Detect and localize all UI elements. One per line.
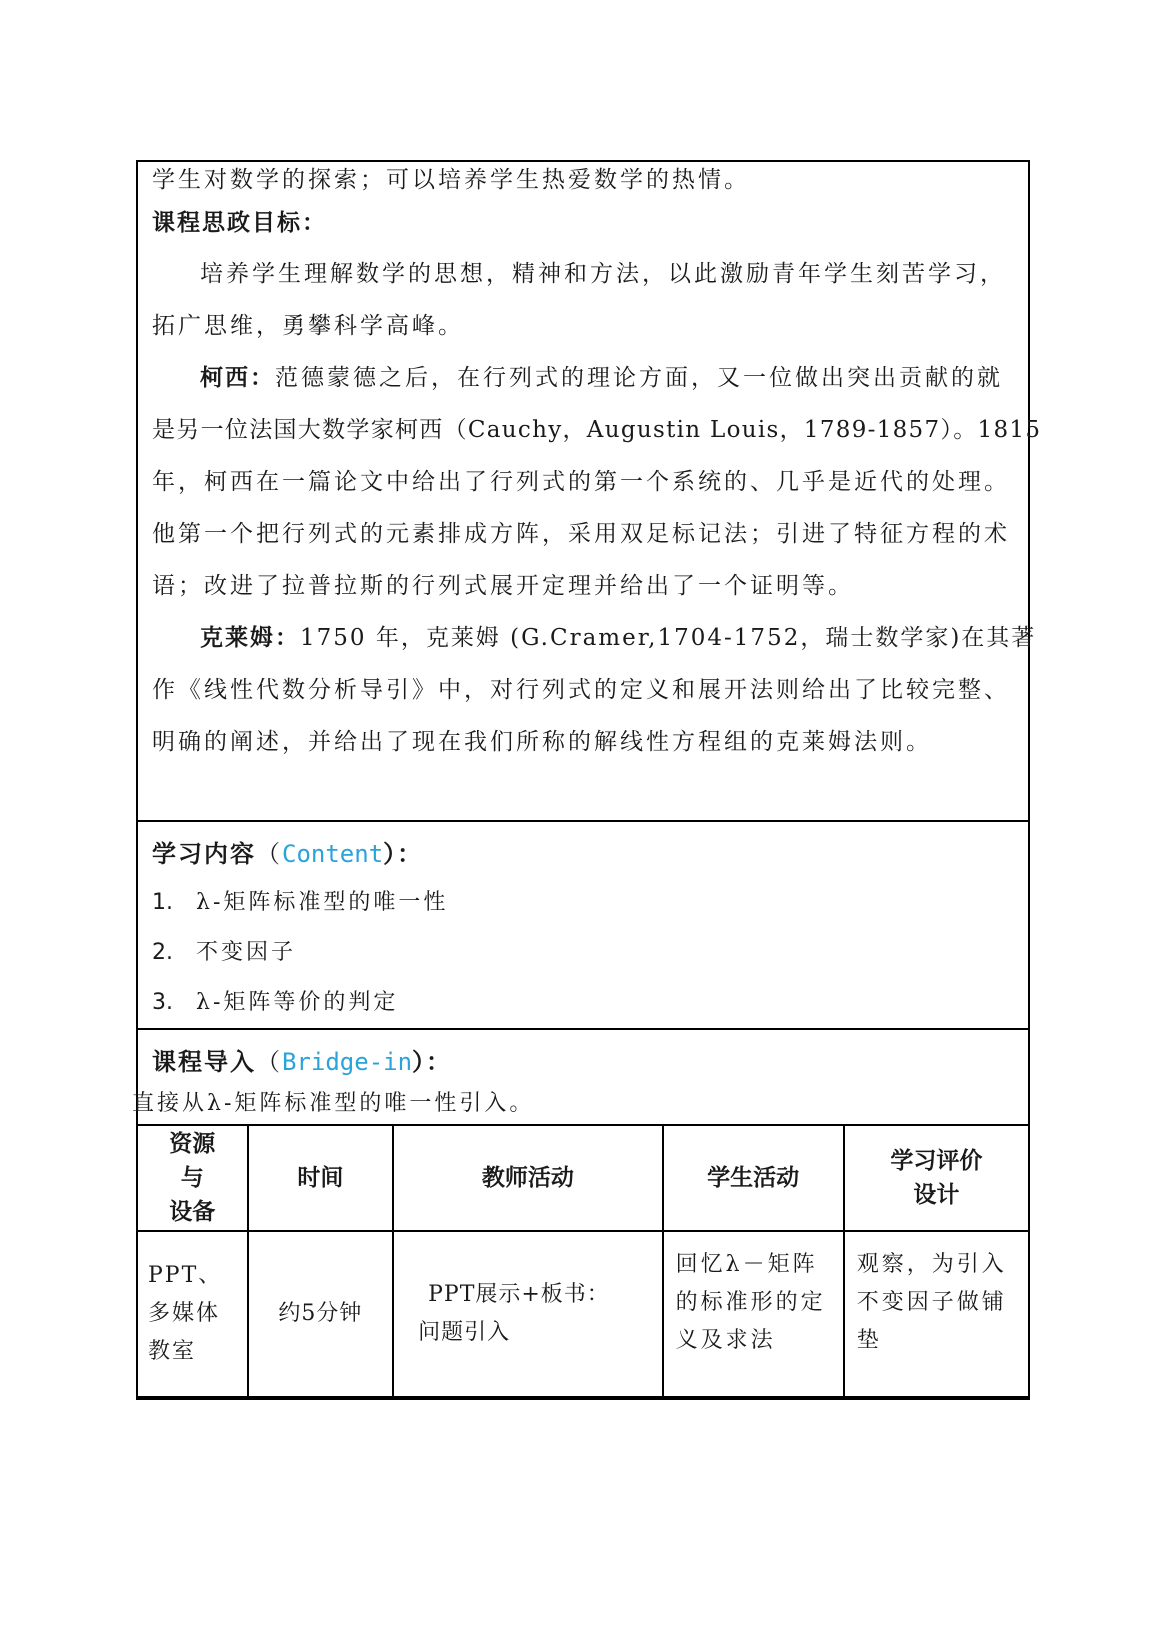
objective-line: 学生对数学的探索；可以培养学生热爱数学的热情。 <box>152 167 750 193</box>
content-heading: 学习内容（Content）： <box>152 840 424 868</box>
bridge-text: 直接从λ-矩阵标准型的唯一性引入。 <box>132 1091 535 1116</box>
content-item: 1. λ-矩阵标准型的唯一性 <box>152 890 449 915</box>
cramer-paragraph-line: 作《线性代数分析导引》中，对行列式的定义和展开法则给出了比较完整、 <box>152 677 1010 703</box>
cramer-paragraph-line <box>138 612 1037 664</box>
header-time: 时间 <box>248 1125 394 1231</box>
cauchy-paragraph-line: 是另一位法国大数学家柯西（Cauchy，Augustin Louis，1789-1857）。1815 <box>152 417 1042 443</box>
header-resource: 资源 与 设备 <box>137 1125 248 1231</box>
cauchy-label: 柯西： <box>200 365 275 391</box>
cauchy-paragraph-line: 语；改进了拉普拉斯的行列式展开定理并给出了一个证明等。 <box>152 573 854 599</box>
bridge-heading: 课程导入（Bridge-in）： <box>152 1048 453 1076</box>
header-student-activity: 学生活动 <box>663 1125 844 1231</box>
bridge-section <box>132 1028 1030 1400</box>
cell-evaluation: 观察，为引入 不变因子做铺 垫 <box>844 1231 1029 1397</box>
cramer-label: 克莱姆： <box>200 625 300 651</box>
content-title: 学习内容 <box>152 840 256 868</box>
content-item: 2. 不变因子 <box>152 940 297 965</box>
ideology-text-line: 拓广思维，勇攀科学高峰。 <box>152 313 464 339</box>
activity-table <box>136 1124 1030 1398</box>
objectives-section <box>136 160 1042 820</box>
ideology-text-line: 培养学生理解数学的思想，精神和方法，以此激励青年学生刻苦学习， <box>200 261 1006 287</box>
bridge-title-en: Bridge-in <box>282 1048 413 1076</box>
header-teacher-activity: 教师活动 <box>393 1125 663 1231</box>
bridge-title: 课程导入 <box>152 1048 256 1076</box>
header-evaluation: 学习评价 设计 <box>844 1125 1029 1231</box>
cauchy-text: 范德蒙德之后，在行列式的理论方面，又一位做出突出贡献的就 <box>275 365 1003 391</box>
cell-teacher-activity: PPT展示+板书： 问题引入 <box>393 1231 663 1397</box>
cell-student-activity: 回忆λ－矩阵 的标准形的定 义及求法 <box>663 1231 844 1397</box>
ideology-title: 课程思政目标： <box>152 210 327 236</box>
cramer-text: 1750 年，克莱姆 (G.Cramer,1704-1752，瑞士数学家)在其著 <box>300 625 1037 651</box>
lesson-plan <box>132 160 1042 1400</box>
content-title-en: Content <box>282 840 384 868</box>
cauchy-paragraph-line: 他第一个把行列式的元素排成方阵，采用双足标记法；引进了特征方程的术 <box>152 521 1010 547</box>
cauchy-paragraph-line <box>138 352 1028 404</box>
cell-resource: PPT、 多媒体 教室 <box>137 1231 248 1397</box>
table-header-row <box>137 1125 1029 1231</box>
cramer-paragraph-line: 明确的阐述，并给出了现在我们所称的解线性方程组的克莱姆法则。 <box>152 729 932 755</box>
cauchy-paragraph-line: 年，柯西在一篇论文中给出了行列式的第一个系统的、几乎是近代的处理。 <box>152 469 1010 495</box>
cell-time: 约5分钟 <box>248 1231 394 1397</box>
content-section <box>136 820 1030 1028</box>
table-row <box>137 1231 1029 1397</box>
content-item: 3. λ-矩阵等价的判定 <box>152 990 399 1015</box>
